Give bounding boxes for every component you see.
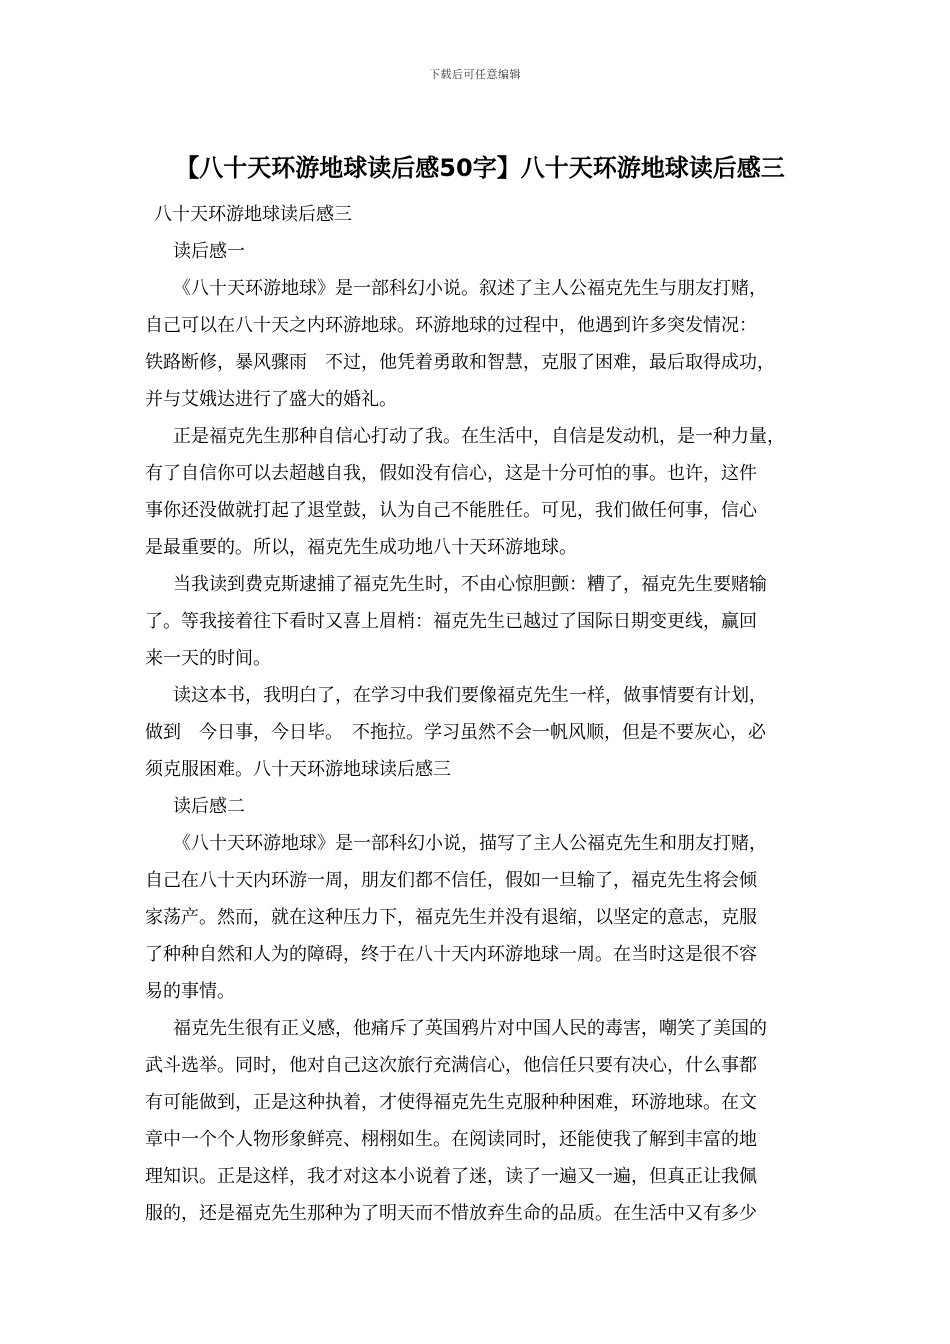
paragraph-line: 家荡产。然而，就在这种压力下，福克先生并没有退缩，以坚定的意志，克服 — [145, 907, 757, 928]
paragraph-line: 服的，还是福克先生那种为了明天而不惜放弃生命的品质。在生活中又有多少 — [145, 1203, 757, 1224]
paragraph-line: 自己可以在八十天之内环游地球。环游地球的过程中，他遇到许多突发情况： — [145, 315, 757, 336]
paragraph-line: 《八十天环游地球》是一部科幻小说。叙述了主人公福克先生与朋友打赌， — [173, 278, 767, 299]
paragraph-line: 当我读到费克斯逮捕了福克先生时，不由心惊胆颤：糟了，福克先生要赌输 — [173, 574, 767, 595]
paragraph-line: 易的事情。 — [145, 981, 235, 1002]
section-heading-1: 读后感一 — [173, 241, 245, 262]
paragraph-line: 正是福克先生那种自信心打动了我。在生活中，自信是发动机，是一种力量， — [173, 426, 785, 447]
page-header-note: 下载后可任意编辑 — [429, 68, 521, 81]
paragraph-line: 读这本书，我明白了，在学习中我们要像福克先生一样，做事情要有计划， — [173, 685, 767, 706]
paragraph-line: 理知识。正是这样，我才对这本小说着了迷，读了一遍又一遍，但真正让我佩 — [145, 1166, 757, 1187]
paragraph-line: 自己在八十天内环游一周，朋友们都不信任，假如一旦输了，福克先生将会倾 — [145, 870, 757, 891]
paragraph-line: 是最重要的。所以，福克先生成功地八十天环游地球。 — [145, 537, 577, 558]
section-heading-2: 读后感二 — [173, 796, 245, 817]
paragraph-line: 章中一个个人物形象鲜亮、栩栩如生。在阅读同时，还能使我了解到丰富的地 — [145, 1129, 757, 1150]
document-body — [145, 196, 817, 1232]
paragraph-line: 有可能做到，正是这种执着，才使得福克先生克服种种困难，环游地球。在文 — [145, 1092, 757, 1113]
paragraph-line: 并与艾娥达进行了盛大的婚礼。 — [145, 389, 397, 410]
paragraph-line: 铁路断修，暴风骤雨 不过，他凭着勇敢和智慧，克服了困难，最后取得成功， — [145, 352, 775, 373]
subtitle-line: 八十天环游地球读后感三 — [154, 204, 352, 225]
paragraph-line: 福克先生很有正义感，他痛斥了英国鸦片对中国人民的毒害，嘲笑了美国的 — [173, 1018, 767, 1039]
paragraph-line: 做到 今日事，今日毕。 不拖拉。学习虽然不会一帆风顺，但是不要灰心，必 — [145, 722, 766, 743]
paragraph-line: 事你还没做就打起了退堂鼓，认为自己不能胜任。可见，我们做任何事，信心 — [145, 500, 757, 521]
paragraph-line: 武斗选举。同时，他对自己这次旅行充满信心，他信任只要有决心，什么事都 — [145, 1055, 757, 1076]
paragraph-line: 《八十天环游地球》是一部科幻小说，描写了主人公福克先生和朋友打赌， — [173, 833, 767, 854]
paragraph-line: 有了自信你可以去超越自我，假如没有信心，这是十分可怕的事。也许，这件 — [145, 463, 757, 484]
paragraph-line: 须克服困难。八十天环游地球读后感三 — [145, 759, 451, 780]
paragraph-line: 了种种自然和人为的障碍，终于在八十天内环游地球一周。在当时这是很不容 — [145, 944, 757, 965]
paragraph-line: 来一天的时间。 — [145, 648, 271, 669]
paragraph-line: 了。等我接着往下看时又喜上眉梢：福克先生已越过了国际日期变更线，赢回 — [145, 611, 757, 632]
document-title: 【八十天环游地球读后感50字】八十天环游地球读后感三 — [175, 154, 785, 182]
